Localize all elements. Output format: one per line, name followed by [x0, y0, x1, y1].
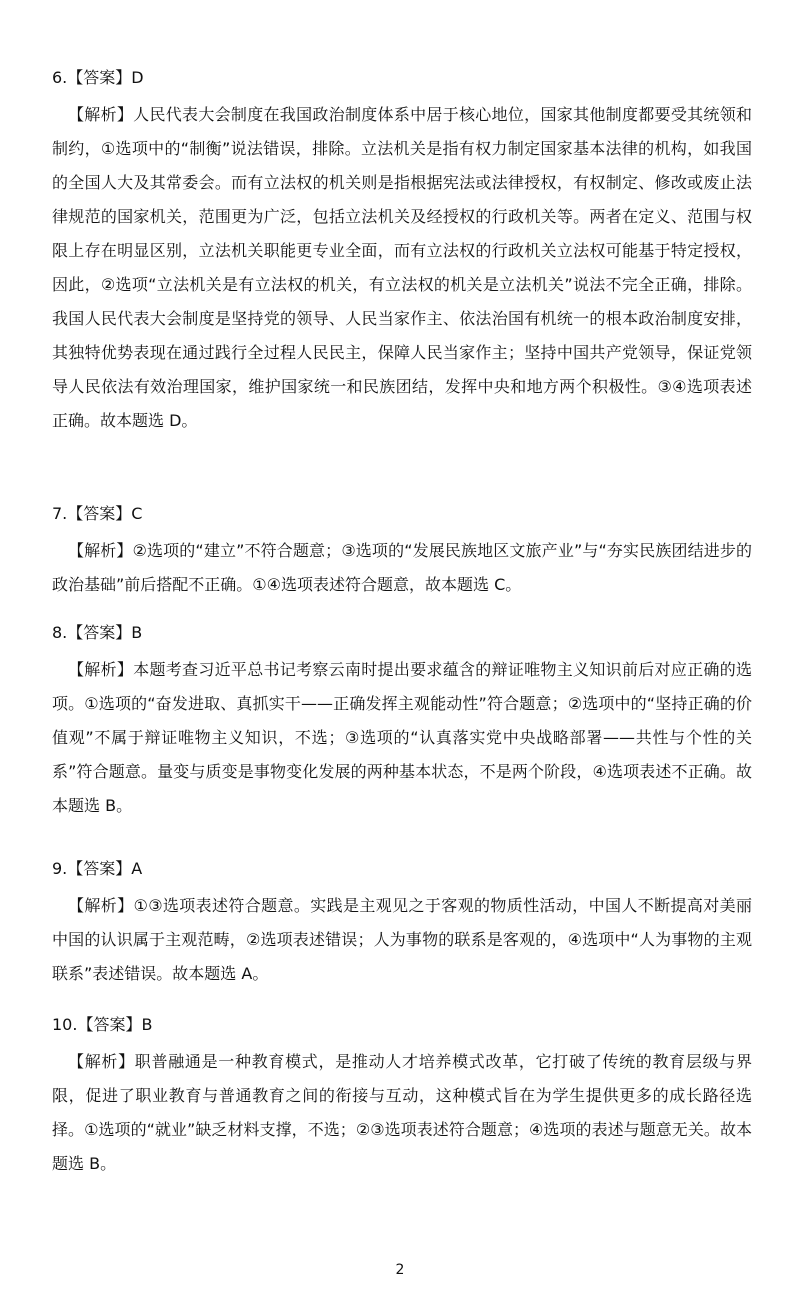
explanation: 【解析】职普融通是一种教育模式，是推动人才培养模式改革，它打破了传统的教育层级与界限，促进了职业教育与普通教育之间的衔接与互动，这种模式旨在为学生提供更多的成长路径选择。①选项的“就业”缺乏材料支撑，不选；②③选项表述符合题意；④选项的表述与题意无关。故本题选 B。 — [52, 1052, 752, 1173]
question-7 — [52, 498, 752, 602]
explanation: 【解析】①③选项表述符合题意。实践是主观见之于客观的物质性活动，中国人不断提高对美丽中国的认识属于主观范畴，②选项表述错误；人为事物的联系是客观的，④选项中“人为事物的主观联系”表述错误。故本题选 A。 — [52, 896, 752, 983]
question-10 — [52, 1009, 752, 1181]
question-9 — [52, 853, 752, 991]
answer-line: 8.【答案】B — [52, 623, 143, 642]
answer-line: 6.【答案】D — [52, 68, 144, 87]
page-number: 2 — [395, 1262, 405, 1278]
explanation: 【解析】本题考查习近平总书记考察云南时提出要求蕴含的辩证唯物主义知识前后对应正确的选项。①选项的“奋发进取、真抓实干——正确发挥主观能动性”符合题意；②选项中的“坚持正确的价值观”不属于辩证唯物主义知识，不选；③选项的“认真落实党中央战略部署——共性与个性的关系”符合题意。量变与质变是事物变化发展的两种基本状态，不是两个阶段，④选项表述不正确。故本题选 B。 — [52, 660, 752, 815]
answer-line: 10.【答案】B — [52, 1015, 153, 1034]
question-6 — [52, 62, 752, 438]
explanation: 【解析】②选项的“建立”不符合题意；③选项的“发展民族地区文旅产业”与“夯实民族团结进步的政治基础”前后搭配不正确。①④选项表述符合题意，故本题选 C。 — [52, 541, 752, 594]
answer-line: 9.【答案】A — [52, 859, 143, 878]
question-8 — [52, 617, 752, 823]
explanation: 【解析】人民代表大会制度在我国政治制度体系中居于核心地位，国家其他制度都要受其统领和制约，①选项中的“制衡”说法错误，排除。立法机关是指有权力制定国家基本法律的机构，如我国的全国人大及其常委会。而有立法权的机关则是指根据宪法或法律授权，有权制定、修改或废止法律规范的国家机关，范围更为广泛，包括立法机关及经授权的行政机关等。两者在定义、范围与权限上存在明显区别，立法机关职能更专业全面，而有立法权的行政机关立法权可能基于特定授权，因此，②选项“立法机关是有立法权的机关，有立法权的机关是立法机关”说法不完全正确，排除。我国人民代表大会制度是坚持党的领导、人民当家作主、依法治国有机统一的根本政治制度安排，其独特优势表现在通过践行全过程人民民主，保障人民当家作主；坚持中国共产党领导，保证党领导人民依法有效治理国家，维护国家统一和民族团结，发挥中央和地方两个积极性。③④选项表述正确。故本题选 D。 — [52, 105, 752, 430]
answer-line: 7.【答案】C — [52, 504, 143, 523]
